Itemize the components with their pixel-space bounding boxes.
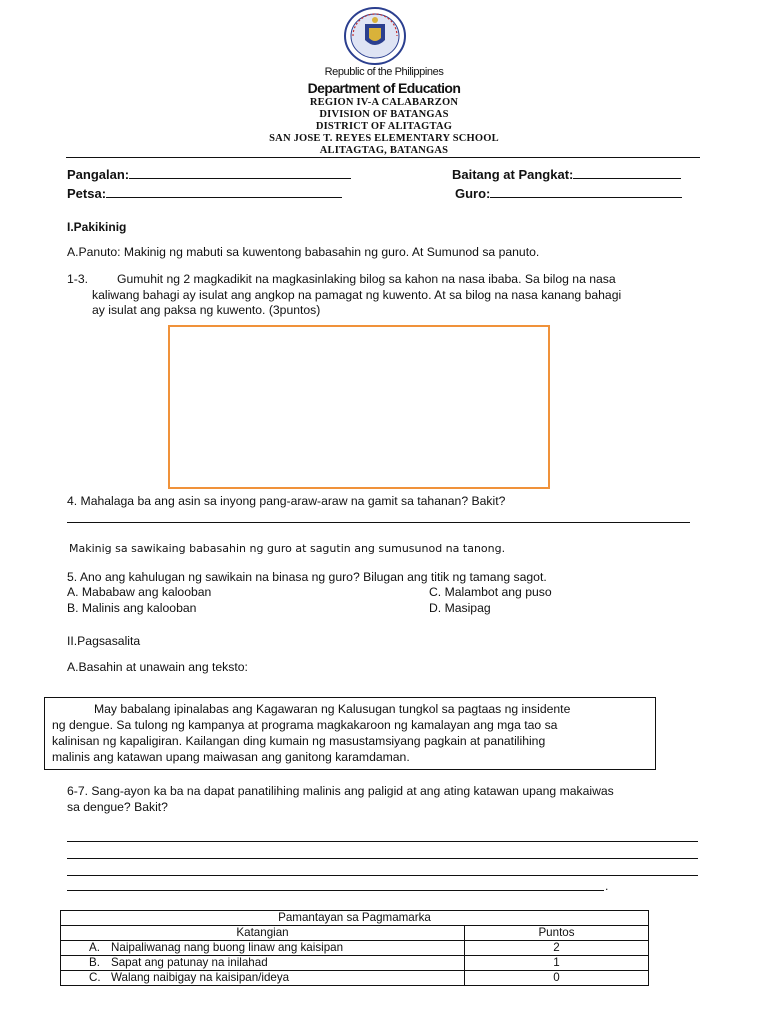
q6-7-answer-line-2[interactable] (67, 858, 698, 859)
choice-d[interactable]: D. Masipag (429, 601, 491, 615)
address-line: ALITAGTAG, BATANGAS (319, 145, 449, 156)
rubric-header-criteria: Katangian (61, 926, 465, 941)
section-1-instruction: A.Panuto: Makinig ng mabuti sa kuwentong babasahin ng guro. At Sumunod sa panuto. (67, 245, 540, 259)
q5-text: 5. Ano ang kahulugan ng sawikain na binasa ng guro? Bilugan ang titik ng tamang sagot. (67, 570, 547, 584)
passage-line-2: ng dengue. Sa tulong ng kampanya at programa magkakaroon ng kamalayan ang mga tao sa (52, 718, 558, 732)
rubric-table (60, 910, 649, 986)
name-field[interactable] (67, 167, 351, 182)
passage-line-1: May babalang ipinalabas ang Kagawaran ng Kalusugan tungkol sa pagtaas ng insidente (94, 702, 571, 716)
division-line: DIVISION OF BATANGAS (319, 109, 449, 120)
passage-line-4: malinis ang katawan upang maiwasan ang ganitong karamdaman. (52, 750, 410, 764)
teacher-blank[interactable] (490, 196, 682, 198)
grade-section-field[interactable] (452, 167, 681, 182)
rubric-row (61, 971, 649, 986)
q1-3-number: 1-3. (67, 272, 89, 286)
header-divider (66, 157, 700, 158)
q6-7-answer-line-4[interactable] (67, 890, 604, 891)
name-label: Pangalan: (67, 167, 130, 182)
rubric-row-points: 0 (465, 971, 649, 986)
school-line: SAN JOSE T. REYES ELEMENTARY SCHOOL (269, 133, 499, 144)
deped-seal-icon (341, 6, 409, 66)
rubric-row-points: 1 (465, 956, 649, 971)
date-label: Petsa: (67, 186, 107, 201)
department-title: Department of Education (307, 80, 461, 96)
rubric-title: Pamantayan sa Pagmamarka (61, 911, 649, 926)
rubric-row-letter: B. (89, 956, 100, 969)
section-2-heading: II.Pagsasalita (67, 634, 141, 648)
q1-3-line-1: Gumuhit ng 2 magkadikit na magkasinlaking bilog sa kahon na nasa ibaba. Sa bilog na nasa (117, 272, 616, 286)
q6-7-answer-line-1[interactable] (67, 841, 698, 842)
q1-3-line-3: ay isulat ang paksa ng kuwento. (3puntos) (92, 303, 321, 317)
choice-b[interactable]: B. Malinis ang kalooban (67, 601, 197, 615)
q6-7-line-2: sa dengue? Bakit? (67, 800, 168, 814)
q6-7-answer-line-3[interactable] (67, 875, 698, 876)
republic-label: Republic of the Philippines (324, 66, 444, 78)
q4-answer-line[interactable] (67, 522, 690, 523)
reading-passage (44, 697, 656, 770)
rubric-header-points: Puntos (465, 926, 649, 941)
district-line: DISTRICT OF ALITAGTAG (315, 121, 453, 132)
section-1-heading: I.Pakikinig (67, 220, 127, 234)
passage-line-3: kalinisan ng kapaligiran. Kailangan ding kumain ng masustamsiyang pagkain at panatilihing (52, 734, 546, 748)
rubric-row-text: Naipaliwanag nang buong linaw ang kaisipan (111, 941, 344, 954)
rubric-row-text: Walang naibigay na kaisipan/ideya (111, 971, 290, 984)
choice-c[interactable]: C. Malambot ang puso (429, 585, 552, 599)
idiom-instruction: Makinig sa sawikaing babasahin ng guro at sagutin ang sumusunod na tanong. (69, 542, 506, 555)
answer-end-period: . (605, 879, 609, 893)
rubric-row-text: Sapat ang patunay na inilahad (111, 956, 268, 969)
q1-3-line-2: kaliwang bahagi ay isulat ang angkop na pamagat ng kuwento. At sa bilog na nasa kanang bahagi (92, 288, 622, 302)
choice-a[interactable]: A. Mababaw ang kalooban (67, 585, 212, 599)
name-blank[interactable] (129, 177, 351, 179)
rubric-row-points: 2 (465, 941, 649, 956)
teacher-field[interactable] (455, 186, 682, 201)
region-line: REGION IV-A CALABARZON (309, 97, 459, 108)
rubric-row-letter: C. (89, 971, 101, 984)
grade-section-blank[interactable] (573, 177, 681, 179)
q6-7-line-1: 6-7. Sang-ayon ka ba na dapat panatilihing malinis ang paligid at ang ating katawan upang makaiwas (67, 784, 614, 798)
rubric-row (61, 956, 649, 971)
teacher-label: Guro: (455, 186, 491, 201)
date-field[interactable] (67, 186, 342, 201)
grade-section-label: Baitang at Pangkat: (452, 167, 574, 182)
rubric-row (61, 941, 649, 956)
q4-text: 4. Mahalaga ba ang asin sa inyong pang-araw-araw na gamit sa tahanan? Bakit? (67, 494, 506, 508)
rubric-row-letter: A. (89, 941, 100, 954)
date-blank[interactable] (106, 196, 342, 198)
section-2-instruction: A.Basahin at unawain ang teksto: (67, 660, 248, 674)
drawing-box[interactable] (168, 325, 550, 489)
